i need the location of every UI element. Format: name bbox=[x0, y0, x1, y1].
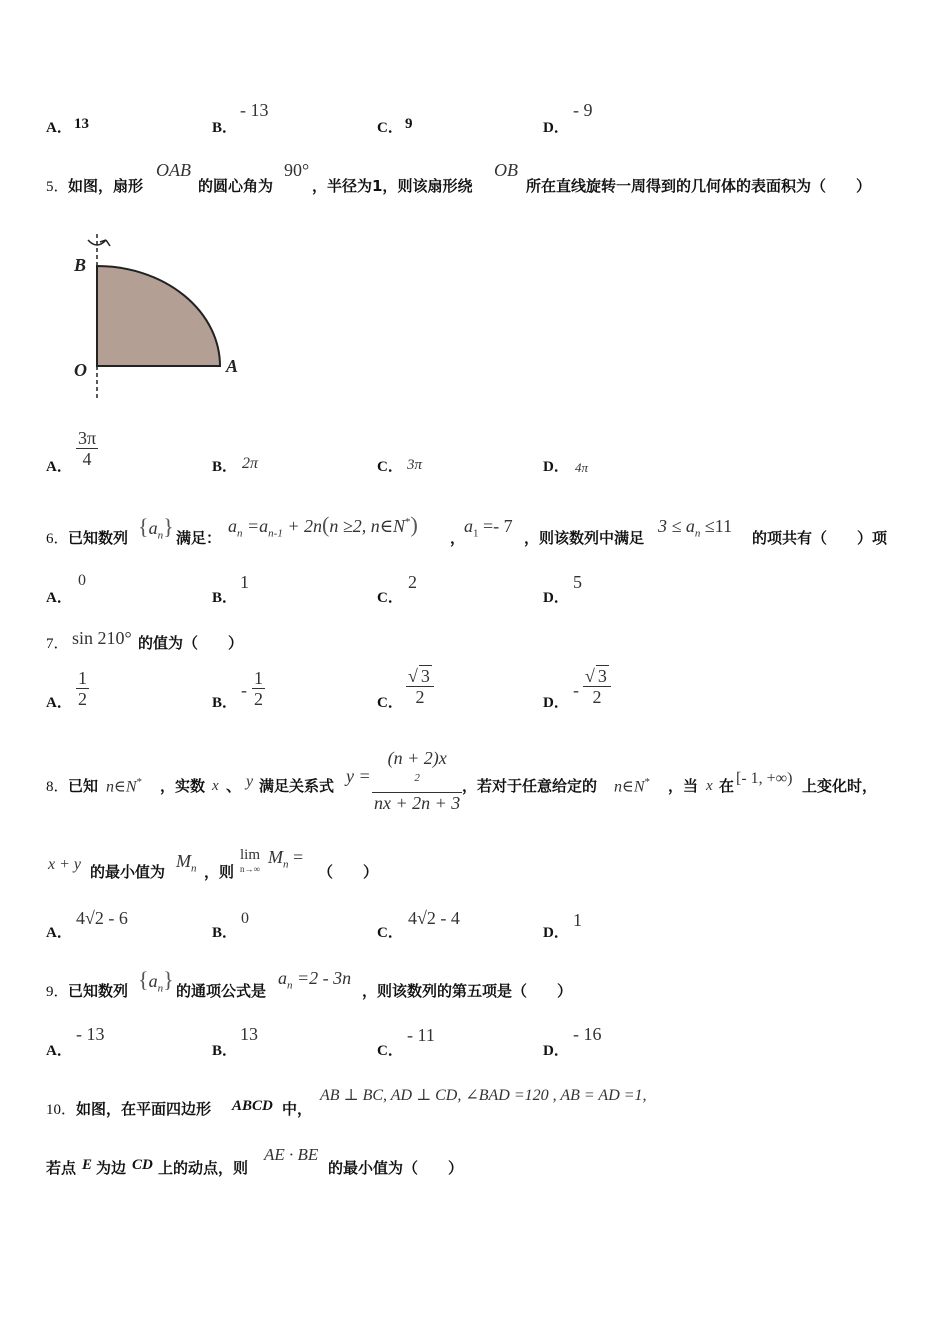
q6-range-sub: n bbox=[694, 527, 701, 540]
q6-number: 6． bbox=[46, 531, 69, 547]
q8-text-5: ，若对于任意给定的 bbox=[462, 777, 598, 795]
q7-option-b-label: B． bbox=[212, 695, 238, 711]
q6-init-b: =- 7 bbox=[478, 516, 513, 536]
q8-number: 8． bbox=[46, 779, 69, 795]
q4-option-b-label: B． bbox=[212, 120, 238, 136]
q7-a-denominator: 2 bbox=[78, 689, 87, 709]
q10-math-conditions: AB ⊥ BC, AD ⊥ CD, ∠BAD =120 , AB = AD =1, bbox=[320, 1087, 647, 1104]
q8-option-b-value: 0 bbox=[241, 910, 249, 927]
q9-option-b-label: B． bbox=[212, 1043, 238, 1059]
q6-range-a: 3 ≤ a bbox=[658, 516, 695, 536]
q5-text-3: ，半径为1，则该扇形绕 bbox=[312, 177, 473, 195]
q5-a-denominator: 4 bbox=[82, 449, 92, 469]
q5-option-d-value: 4π bbox=[575, 460, 589, 475]
q8-math-interval: [- 1, +∞) bbox=[736, 770, 793, 787]
q8-math-yeq: y = bbox=[346, 766, 371, 786]
q9-option-b-value: 13 bbox=[240, 1024, 258, 1044]
q10-text-3: 若点 bbox=[46, 1159, 77, 1177]
q8-option-c-value: 4√2 - 4 bbox=[408, 908, 460, 928]
q5-math-angle: 90° bbox=[284, 160, 310, 180]
q8-n-sup: * bbox=[136, 776, 143, 788]
q8-lim-text: lim bbox=[240, 847, 261, 863]
q6-seq-a: a bbox=[148, 518, 158, 538]
q10-text-1: 如图，在平面四边形 bbox=[76, 1100, 212, 1118]
q8-lim-m: M bbox=[268, 847, 283, 867]
q8-option-a-value: 4√2 - 6 bbox=[76, 908, 128, 928]
q8-math-x2: x bbox=[706, 778, 713, 794]
q8-math-y: y bbox=[246, 773, 254, 790]
q6-rec-sub: n bbox=[237, 527, 243, 540]
q8-m-sub: n bbox=[191, 862, 197, 875]
sector-shape bbox=[97, 266, 220, 366]
q10-math-dot-product: AE · BE bbox=[264, 1145, 319, 1164]
q5-option-b-value: 2π bbox=[242, 455, 259, 472]
q9-option-a-label: A． bbox=[46, 1043, 72, 1059]
q9-option-a-value: - 13 bbox=[76, 1024, 105, 1044]
q8-lim-sub: n→∞ bbox=[240, 864, 260, 874]
q8-n-set: n∈N bbox=[106, 778, 137, 796]
q10-text-2: 中， bbox=[282, 1100, 313, 1118]
label-a: A bbox=[226, 356, 239, 376]
q8-lim-m-sub: n bbox=[283, 858, 289, 871]
q5-option-a-label: A． bbox=[46, 459, 72, 475]
q7-d-numerator: √ 3 bbox=[583, 666, 611, 687]
q8-math-mn bbox=[176, 851, 197, 875]
q10-text-5: 上的动点，则 bbox=[158, 1159, 249, 1177]
q7-option-b-fraction bbox=[252, 668, 265, 709]
q10-text-6: 的最小值为（ ） bbox=[328, 1159, 464, 1177]
q9-seq-sub: n bbox=[157, 982, 164, 995]
q5-option-b-label: B． bbox=[212, 459, 238, 475]
q6-math-recurrence: $a_n =a_{n-1} + 2n(n \ge 2$, n∈N*) bbox=[228, 512, 418, 540]
q8-text-3: 、 bbox=[226, 777, 242, 795]
q10-text-4: 为边 bbox=[96, 1159, 127, 1177]
q6-option-b-value: 1 bbox=[240, 572, 249, 592]
q6-rec-c: + 2n bbox=[282, 516, 322, 536]
q8-math-x: x bbox=[212, 778, 219, 794]
label-o: O bbox=[74, 360, 87, 380]
q10-number: 10． bbox=[46, 1102, 77, 1118]
q9-seq-a: a bbox=[148, 971, 158, 991]
q4-option-c-value: 9 bbox=[405, 116, 413, 132]
q5-math-oab: OAB bbox=[156, 160, 191, 180]
q8-text-1: 已知 bbox=[68, 777, 99, 795]
q4-option-d-label: D． bbox=[543, 120, 569, 136]
q6-text-1: 已知数列 bbox=[68, 529, 129, 547]
q8-text-6: ，当 bbox=[668, 777, 699, 795]
q5-text-2: 的圆心角为 bbox=[198, 177, 274, 195]
q6-option-b-label: B． bbox=[212, 590, 238, 606]
q7-b-denominator: 2 bbox=[254, 689, 263, 709]
q8-fraction-denominator: nx + 2n + 3 bbox=[374, 793, 461, 813]
q6-rec-a: a bbox=[228, 516, 237, 536]
q8-text-4: 满足关系式 bbox=[259, 777, 335, 795]
q5-option-c-value: 3π bbox=[407, 457, 423, 473]
q9-formula-a: a bbox=[278, 968, 287, 988]
q7-d-radicand: 3 bbox=[597, 666, 607, 686]
q9-math-formula bbox=[278, 968, 351, 992]
q5-math-ob: OB bbox=[494, 160, 518, 180]
q8-option-c-label: C． bbox=[377, 925, 403, 941]
q7-option-d-fraction bbox=[583, 666, 611, 707]
q5-text-1: 如图，扇形 bbox=[68, 177, 144, 195]
q9-text-3: ，则该数列的第五项是（ ） bbox=[362, 982, 573, 1000]
q6-text-2: 满足： bbox=[176, 529, 222, 547]
q6-option-d-label: D． bbox=[543, 590, 569, 606]
q7-d-denominator: 2 bbox=[592, 687, 602, 707]
q6-math-seq: $\{a_n\}$ bbox=[138, 514, 174, 542]
q6-math-initial bbox=[464, 516, 513, 540]
q8-n2-sup: * bbox=[644, 776, 651, 788]
q8-math-lim-m bbox=[268, 847, 303, 871]
q9-math-seq: $\{a_n\}$ bbox=[138, 967, 174, 995]
q5-number: 5． bbox=[46, 179, 69, 195]
q8-text-2: ，实数 bbox=[160, 777, 206, 795]
q8-text-11: （ ） bbox=[318, 863, 379, 881]
q7-a-numerator: 1 bbox=[78, 668, 87, 688]
q6-rec-dsup: * bbox=[405, 516, 411, 528]
q9-text-2: 的通项公式是 bbox=[176, 982, 267, 1000]
q4-option-c-label: C． bbox=[377, 120, 403, 136]
q4-option-b-value: - 13 bbox=[240, 100, 269, 120]
q7-c-radicand: 3 bbox=[420, 666, 430, 686]
q4-option-d-value: - 9 bbox=[573, 100, 593, 120]
q6-text-5: 的项共有（ ）项 bbox=[752, 529, 888, 547]
q7-c-denominator: 2 bbox=[415, 687, 425, 707]
q6-text-4: ，则该数列中满足 bbox=[524, 529, 645, 547]
q4-option-a-value: 13 bbox=[74, 116, 89, 132]
q8-text-7: 在 bbox=[719, 777, 735, 795]
q9-option-c-label: C． bbox=[377, 1043, 403, 1059]
q7-b-numerator: 1 bbox=[254, 668, 263, 688]
q7-option-a-label: A． bbox=[46, 695, 72, 711]
q6-option-d-value: 5 bbox=[573, 572, 582, 592]
q4-option-a-label: A． bbox=[46, 120, 72, 136]
q7-b-sign: - bbox=[241, 680, 247, 700]
q7-d-sign: - bbox=[573, 680, 579, 700]
q5-option-c-label: C． bbox=[377, 459, 403, 475]
q7-option-c-fraction bbox=[406, 666, 434, 707]
q8-math-xy: x + y bbox=[48, 856, 81, 873]
q10-math-e: E bbox=[82, 1157, 93, 1173]
q6-math-range bbox=[658, 516, 732, 540]
q6-option-a-value: 0 bbox=[78, 572, 86, 589]
q9-option-d-label: D． bbox=[543, 1043, 569, 1059]
q7-math-sin: sin 210° bbox=[72, 628, 132, 648]
q8-num-sup: 2 bbox=[414, 772, 420, 784]
q6-text-3: ， bbox=[450, 529, 466, 547]
q9-option-c-value: - 11 bbox=[407, 1025, 435, 1045]
q8-option-b-label: B． bbox=[212, 925, 238, 941]
q6-rec-b: =a bbox=[242, 516, 269, 536]
label-b: B bbox=[74, 255, 87, 275]
q8-option-d-label: D． bbox=[543, 925, 569, 941]
q5-text-4: 所在直线旋转一周得到的几何体的表面积为（ ） bbox=[526, 177, 872, 195]
q8-text-8: 上变化时， bbox=[802, 777, 878, 795]
q6-seq-sub: n bbox=[157, 529, 164, 542]
q8-math-lim bbox=[240, 848, 260, 876]
q8-text-9: 的最小值为 bbox=[90, 863, 166, 881]
q6-option-c-label: C． bbox=[377, 590, 403, 606]
q7-number: 7． bbox=[46, 636, 69, 652]
q9-number: 9． bbox=[46, 984, 69, 1000]
q8-option-a-label: A． bbox=[46, 925, 72, 941]
q5-sector-figure bbox=[60, 226, 260, 406]
q8-fraction bbox=[372, 748, 462, 813]
q5-option-d-label: D． bbox=[543, 459, 569, 475]
q7-text-1: 的值为（ ） bbox=[138, 634, 244, 652]
q6-range-b: ≤11 bbox=[700, 516, 733, 536]
q8-option-d-value: 1 bbox=[573, 910, 582, 930]
q8-math-n2 bbox=[614, 776, 650, 796]
q8-text-10: ，则 bbox=[204, 863, 235, 881]
q9-formula-sub: n bbox=[287, 979, 293, 992]
q7-option-d-label: D． bbox=[543, 695, 569, 711]
q5-option-a-fraction bbox=[76, 428, 98, 469]
q6-rec-d: n ≥2, n∈N bbox=[329, 516, 406, 536]
q7-option-a-fraction bbox=[76, 668, 89, 709]
q6-option-a-label: A． bbox=[46, 590, 72, 606]
q7-option-c-label: C． bbox=[377, 695, 403, 711]
q6-rec-bsub: n-1 bbox=[268, 527, 283, 540]
q9-option-d-value: - 16 bbox=[573, 1024, 602, 1044]
q10-math-cd: CD bbox=[132, 1157, 153, 1173]
q8-n2-set: n∈N bbox=[614, 778, 645, 796]
q5-a-numerator: 3π bbox=[78, 428, 97, 448]
q6-init-a: a bbox=[464, 516, 473, 536]
q8-fraction-numerator bbox=[372, 748, 462, 793]
q9-text-1: 已知数列 bbox=[68, 982, 129, 1000]
q10-math-abcd: ABCD bbox=[232, 1098, 273, 1114]
q8-lim-eq: = bbox=[288, 847, 304, 867]
q6-option-c-value: 2 bbox=[408, 572, 417, 592]
q7-c-numerator: √ 3 bbox=[406, 666, 434, 687]
q8-m: M bbox=[176, 851, 191, 871]
q8-num-text: (n + 2)x bbox=[387, 748, 447, 768]
q9-formula-b: =2 - 3n bbox=[292, 968, 352, 988]
q8-math-n bbox=[106, 776, 142, 796]
q6-init-sub: 1 bbox=[473, 527, 479, 540]
